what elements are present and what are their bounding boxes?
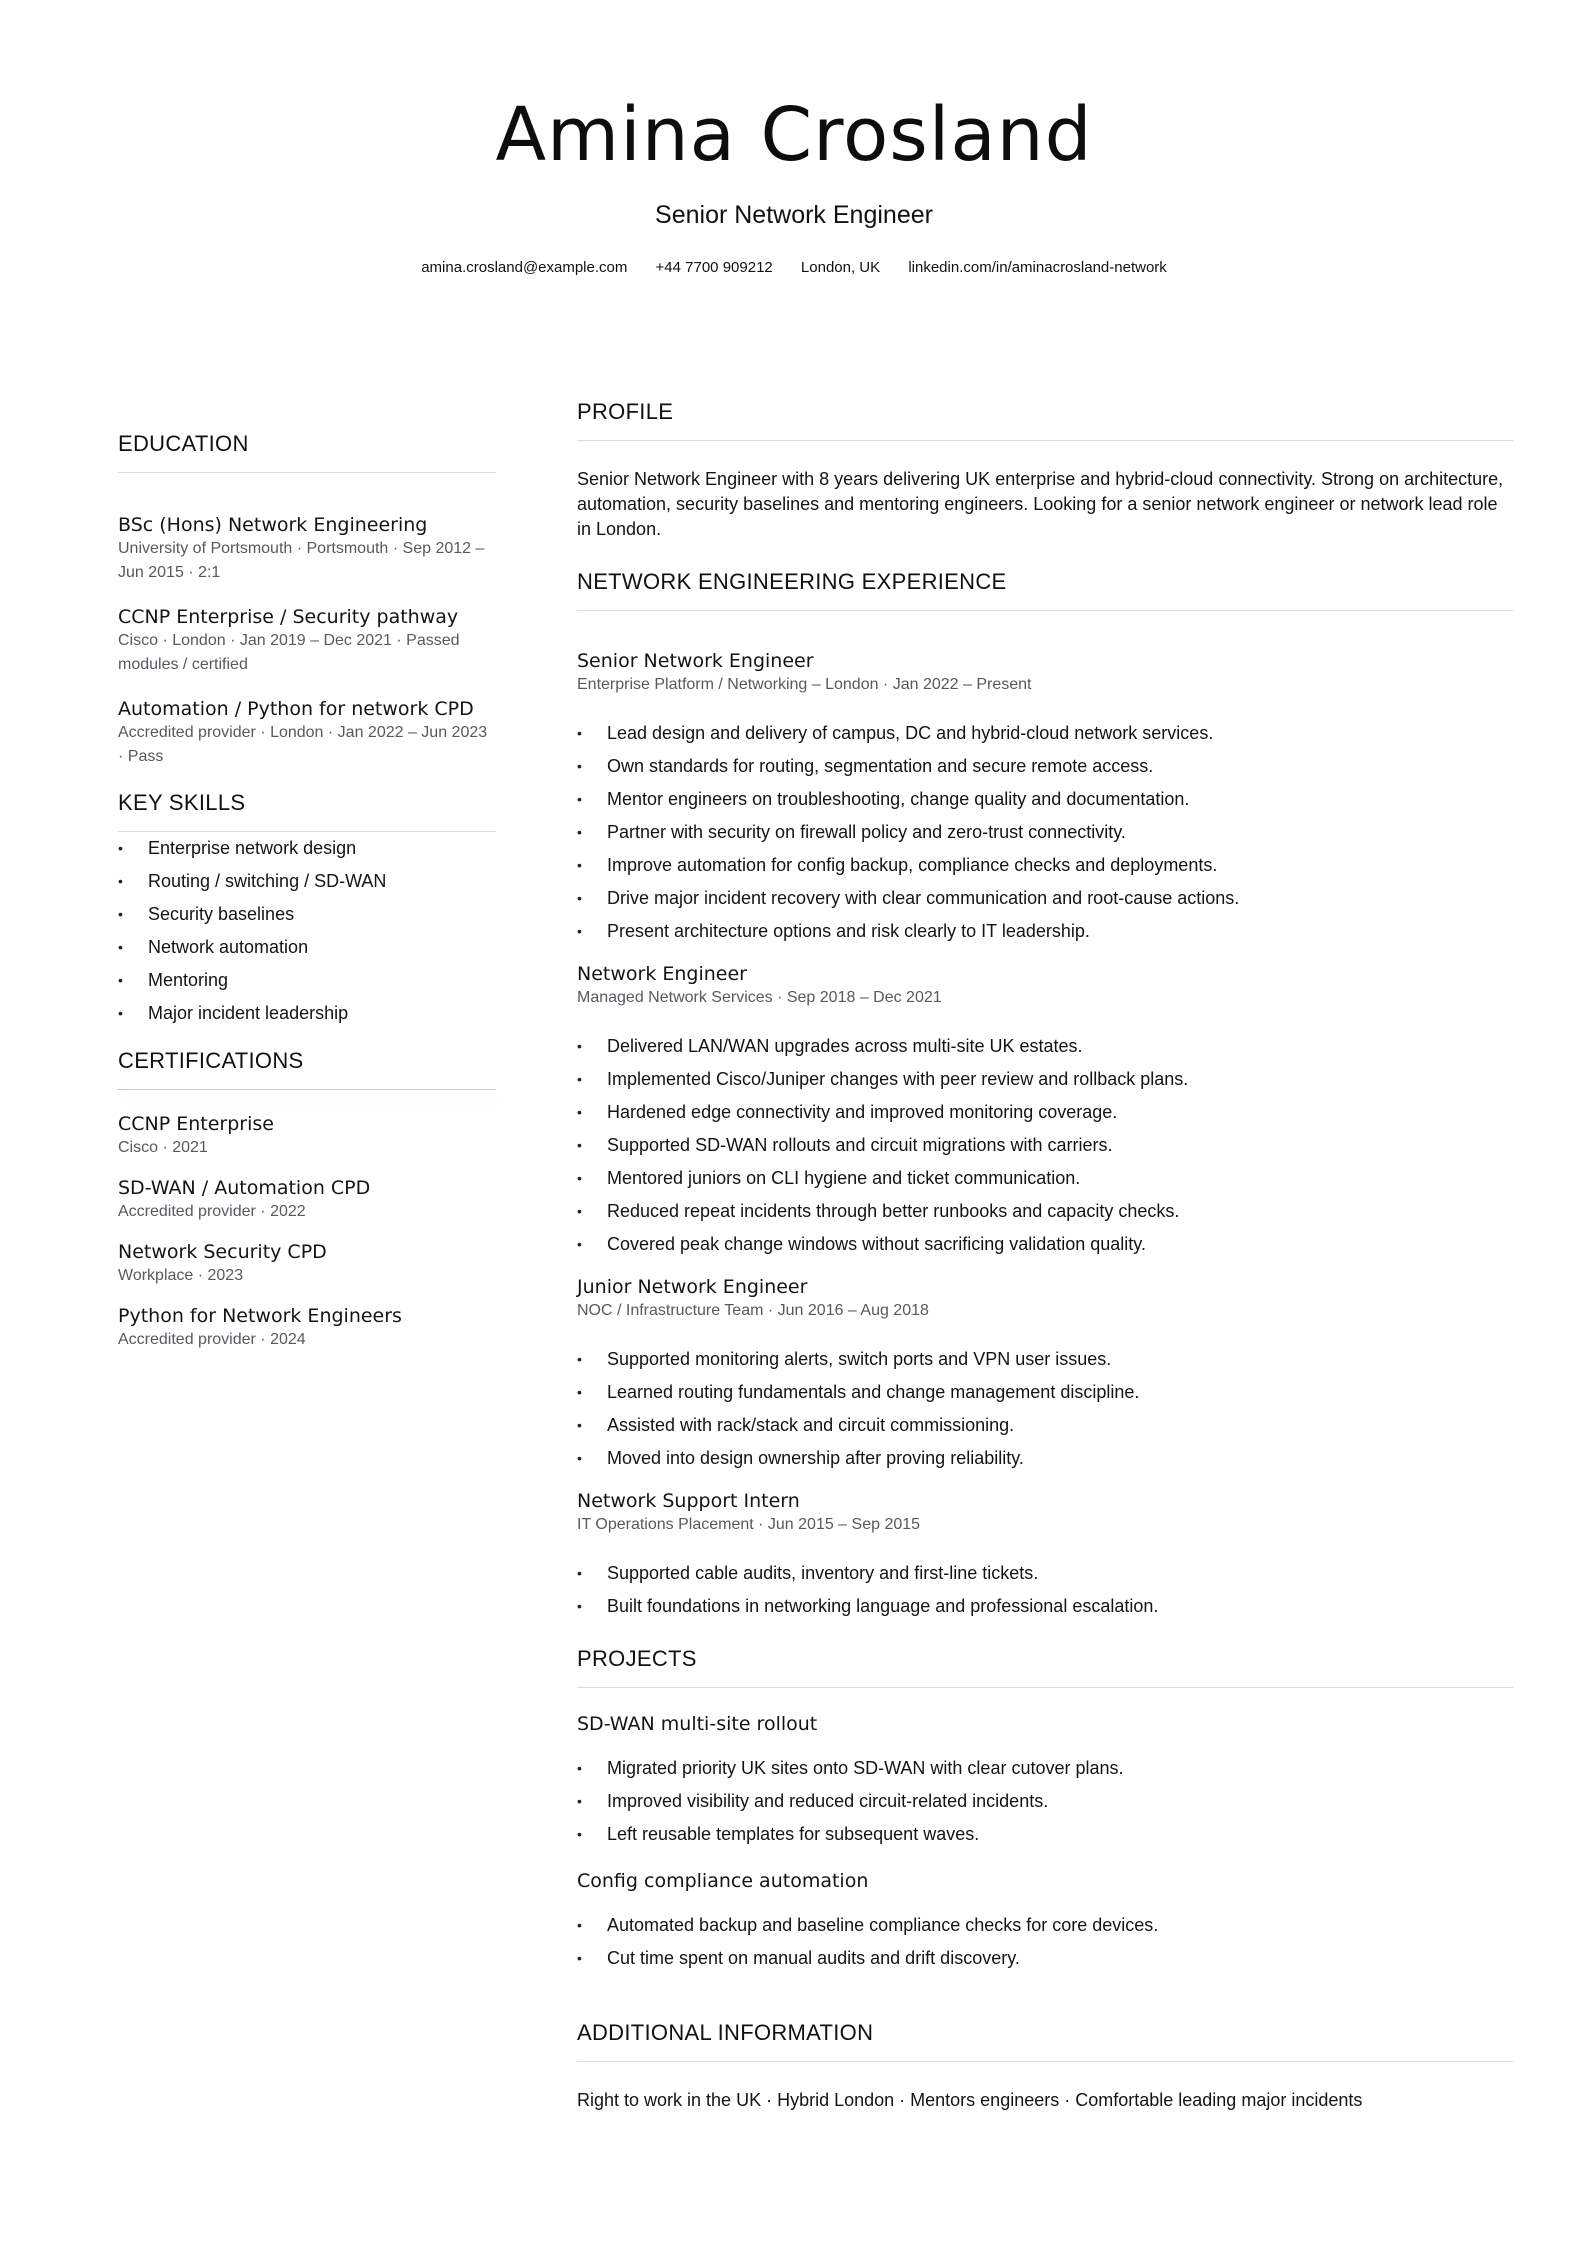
skill-item: • Network automation [118, 931, 496, 964]
job-bullets [577, 1557, 1513, 1623]
job-bullet: • Reduced repeat incidents through better runbooks and capacity checks. [577, 1195, 1513, 1228]
job-bullet: • Drive major incident recovery with clear communication and root-cause actions. [577, 882, 1513, 915]
project-title: SD-WAN multi-site rollout [577, 1713, 818, 1735]
job-meta: Managed Network Services · Sep 2018 – Dec 2021 [577, 989, 942, 1006]
job-entry [577, 1275, 1513, 1475]
education-heading: EDUCATION [118, 430, 496, 473]
certification-detail: Accredited provider · 2024 [118, 1331, 306, 1348]
job-bullet: • Present architecture options and risk clearly to IT leadership. [577, 915, 1513, 948]
job-bullet: • Improve automation for config backup, compliance checks and deployments. [577, 849, 1513, 882]
job-entry [577, 649, 1513, 948]
project-entry [577, 1712, 1513, 1851]
contact-location: London, UK [800, 259, 881, 276]
job-bullet: • Lead design and delivery of campus, DC and hybrid-cloud network services. [577, 717, 1513, 750]
education-title: Automation / Python for network CPD [118, 698, 474, 720]
certifications-heading: CERTIFICATIONS [118, 1047, 496, 1090]
job-bullets [577, 1030, 1513, 1261]
skill-item: • Major incident leadership [118, 997, 496, 1030]
job-bullet: • Partner with security on firewall policy and zero-trust connectivity. [577, 816, 1513, 849]
job-title: Network Support Intern [577, 1490, 800, 1512]
job-meta: Enterprise Platform / Networking – London · Jan 2022 – Present [577, 676, 1032, 693]
candidate-name: Amina Crosland [495, 92, 1093, 178]
job-meta: IT Operations Placement · Jun 2015 – Sep 2015 [577, 1516, 921, 1533]
certification-title: Python for Network Engineers [118, 1305, 402, 1327]
job-title: Network Engineer [577, 963, 747, 985]
skill-item: • Security baselines [118, 898, 496, 931]
project-bullets [577, 1752, 1513, 1851]
education-list [118, 513, 496, 769]
project-bullet: • Cut time spent on manual audits and drift discovery. [577, 1942, 1513, 1975]
contact-linkedin: linkedin.com/in/aminacrosland-network [908, 259, 1167, 276]
job-bullet: • Mentored juniors on CLI hygiene and ticket communication. [577, 1162, 1513, 1195]
certification-title: Network Security CPD [118, 1241, 327, 1263]
job-bullet: • Covered peak change windows without sacrificing validation quality. [577, 1228, 1513, 1261]
education-item [118, 697, 496, 769]
profile-summary: Senior Network Engineer with 8 years delivering UK enterprise and hybrid-cloud connectivity. Strong on architecture, automation, security baselines and mentoring engineers. Looking for a senior network engineer or network lead role in London. [577, 469, 1504, 539]
certification-item [118, 1240, 496, 1288]
project-title: Config compliance automation [577, 1870, 869, 1892]
contact-email: amina.crosland@example.com [421, 259, 628, 276]
education-title: BSc (Hons) Network Engineering [118, 514, 428, 536]
job-bullets [577, 1343, 1513, 1475]
project-bullets [577, 1909, 1513, 1975]
education-item [118, 513, 496, 585]
job-bullet: • Implemented Cisco/Juniper changes with peer review and rollback plans. [577, 1063, 1513, 1096]
job-title: Senior Network Engineer [577, 650, 814, 672]
contact-line [0, 258, 1588, 278]
project-bullet: • Left reusable templates for subsequent waves. [577, 1818, 1513, 1851]
job-bullet: • Own standards for routing, segmentation and secure remote access. [577, 750, 1513, 783]
left-column [118, 430, 496, 1368]
experience-heading: NETWORK ENGINEERING EXPERIENCE [577, 568, 1513, 611]
job-bullet: • Mentor engineers on troubleshooting, change quality and documentation. [577, 783, 1513, 816]
certification-title: CCNP Enterprise [118, 1113, 274, 1135]
resume-header [0, 90, 1588, 278]
education-detail: Accredited provider · London · Jan 2022 – Jun 2023 · Pass [118, 724, 488, 765]
education-title: CCNP Enterprise / Security pathway [118, 606, 459, 628]
certification-item [118, 1304, 496, 1352]
job-bullet: • Hardened edge connectivity and improved monitoring coverage. [577, 1096, 1513, 1129]
skills-list [118, 832, 496, 1030]
job-entry [577, 962, 1513, 1261]
certification-item [118, 1112, 496, 1160]
certification-detail: Cisco · 2021 [118, 1139, 208, 1156]
job-bullet: • Delivered LAN/WAN upgrades across multi-site UK estates. [577, 1030, 1513, 1063]
certification-title: SD-WAN / Automation CPD [118, 1177, 371, 1199]
education-item [118, 605, 496, 677]
project-bullet: • Improved visibility and reduced circuit-related incidents. [577, 1785, 1513, 1818]
job-meta: NOC / Infrastructure Team · Jun 2016 – Aug 2018 [577, 1302, 929, 1319]
project-entry [577, 1869, 1513, 1975]
job-bullet: • Supported SD-WAN rollouts and circuit migrations with carriers. [577, 1129, 1513, 1162]
contact-phone: +44 7700 909212 [655, 259, 773, 276]
job-bullet: • Supported cable audits, inventory and first-line tickets. [577, 1557, 1513, 1590]
projects-heading: PROJECTS [577, 1645, 1513, 1688]
job-bullet: • Learned routing fundamentals and change management discipline. [577, 1376, 1513, 1409]
skills-heading: KEY SKILLS [118, 789, 496, 832]
additional-info: Right to work in the UK · Hybrid London · Mentors engineers · Comfortable leading major incidents [577, 2090, 1363, 2110]
job-title: Junior Network Engineer [577, 1276, 808, 1298]
education-detail: University of Portsmouth · Portsmouth · Sep 2012 – Jun 2015 · 2:1 [118, 540, 485, 581]
job-entry [577, 1489, 1513, 1623]
project-bullet: • Migrated priority UK sites onto SD-WAN with clear cutover plans. [577, 1752, 1513, 1785]
candidate-title: Senior Network Engineer [655, 201, 933, 229]
education-detail: Cisco · London · Jan 2019 – Dec 2021 · Passed modules / certified [118, 632, 460, 673]
certification-item [118, 1176, 496, 1224]
right-column [577, 398, 1513, 2113]
job-bullet: • Assisted with rack/stack and circuit commissioning. [577, 1409, 1513, 1442]
certification-detail: Accredited provider · 2022 [118, 1203, 306, 1220]
certifications-list [118, 1112, 496, 1352]
additional-heading: ADDITIONAL INFORMATION [577, 2019, 1513, 2062]
job-bullet: • Built foundations in networking language and professional escalation. [577, 1590, 1513, 1623]
job-bullet: • Moved into design ownership after proving reliability. [577, 1442, 1513, 1475]
job-bullets [577, 717, 1513, 948]
skill-item: • Enterprise network design [118, 832, 496, 865]
certification-detail: Workplace · 2023 [118, 1267, 244, 1284]
skill-item: • Mentoring [118, 964, 496, 997]
skill-item: • Routing / switching / SD-WAN [118, 865, 496, 898]
job-bullet: • Supported monitoring alerts, switch ports and VPN user issues. [577, 1343, 1513, 1376]
profile-heading: PROFILE [577, 398, 1513, 441]
project-bullet: • Automated backup and baseline compliance checks for core devices. [577, 1909, 1513, 1942]
